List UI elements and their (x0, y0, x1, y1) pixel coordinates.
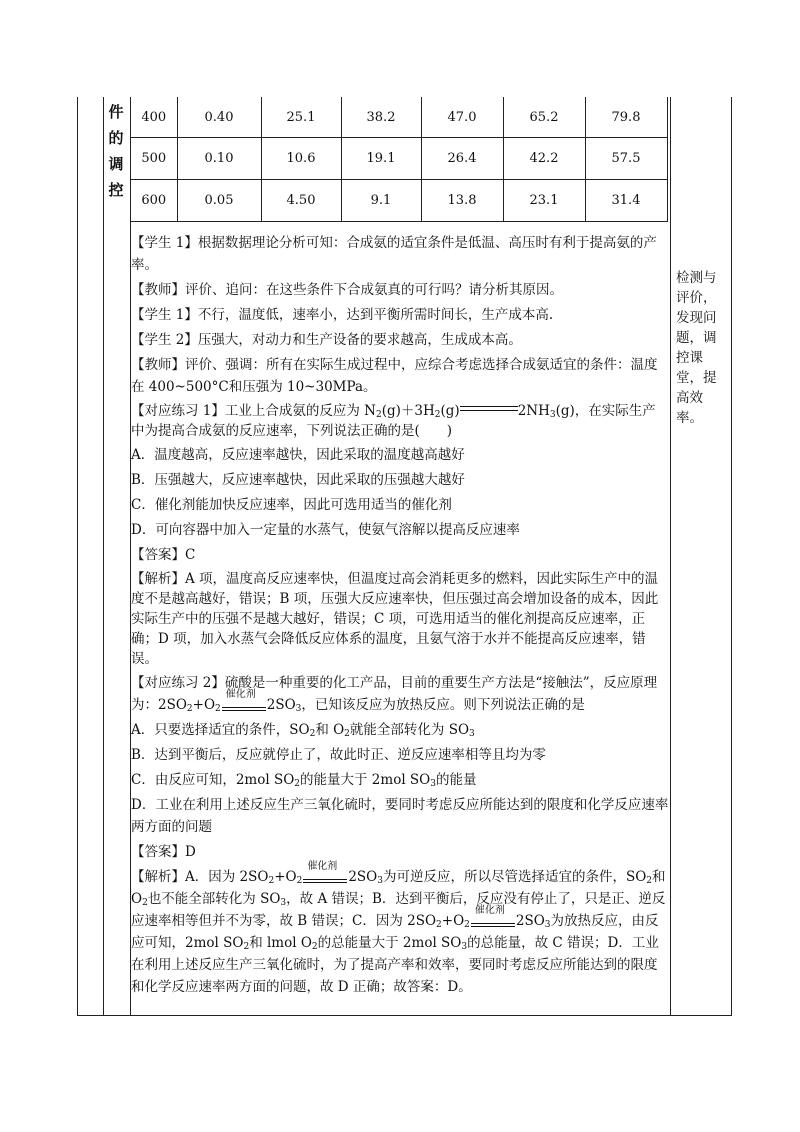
text-span: 的总能量，故 C 错误；D．工业在利用上述反应生产三氧化硫时，为了提高产率和效率，要同时考虑反应所能达到的限度和化学反应速率两方面的问题，故 D 正确；故答案：D。 (131, 935, 659, 995)
text-span: +O (274, 869, 297, 885)
exercise-2-option-a (131, 719, 669, 741)
frame-column-divider-3 (670, 97, 671, 1015)
text-span: 也不能全部转化为 SO (147, 891, 281, 907)
subscript: 2 (375, 410, 382, 420)
table-cell: 19.1 (341, 138, 421, 180)
student-1-reply: 【学生 1】不行，温度低，速率小，达到平衡所需时间长，生产成本高. (131, 307, 554, 323)
exercise-1-option-a: A．温度越高，反应速率越快，因此采取的温度越高越好 (131, 447, 465, 463)
student-1-answer: 【学生 1】根据数据理论分析可知：合成氨的适宜条件是低温、高压时有利于提高氨的产率。 (131, 235, 657, 273)
catalyst-label: 催化剂 (307, 861, 338, 872)
text-span: A．只要选择适宜的条件，SO (131, 722, 310, 738)
table-cell: 4.50 (261, 180, 341, 222)
student-2-reply: 【学生 2】压强大，对动力和生产设备的要求越高，生成成本高。 (131, 332, 522, 348)
subscript: 2 (215, 704, 221, 714)
exercise-1-answer: 【答案】C (131, 547, 196, 563)
exercise-2-option-d: D．工业在利用上述反应生产三氧化硫时，要同时考虑反应所能达到的限度和化学反应速率两方面的问题 (131, 797, 669, 835)
table-cell: 9.1 (341, 180, 421, 222)
text-span: ，故 A 错误；B．达到平衡后，反应没有停止了，只是正、逆反应速率相等但并不为零，故 B 错误；C．因为 2SO (131, 891, 666, 929)
teaching-intent-note: 检测与评价，发现问题，调控课堂，提高效率。 (676, 270, 717, 426)
table-cell: 25.1 (261, 97, 341, 138)
subscript: 2 (436, 920, 442, 930)
table-row (131, 97, 667, 138)
subscript: 2 (294, 779, 301, 789)
text-span: 2SO (515, 913, 545, 929)
subscript: 2 (243, 942, 250, 952)
catalyst-label: 催化剂 (474, 905, 505, 916)
subscript: 2 (142, 898, 148, 908)
text-span: 为可逆反应，所以尽管选择适宜的条件，SO (382, 869, 647, 885)
text-span: C．由反应可知，2mol SO (131, 772, 295, 788)
subscript: 2 (464, 920, 470, 930)
frame-left-border (77, 97, 78, 1015)
exercise-2-question (131, 672, 669, 716)
text-span: 的能量 (435, 772, 477, 788)
table-cell: 42.2 (503, 138, 585, 180)
text-span: 【对应练习 1】工业上合成氨的反应为 N (131, 403, 376, 419)
equilibrium-sign (460, 404, 518, 414)
exercise-1-analysis: 【解析】A 项，温度高反应速率快，但温度过高会消耗更多的燃料，因此实际生产中的温度不是越高越好，错误；B 项，压强大反应速率快，但压强过高会增加设备的成本，因此实际生产中的压强不是越大越好，错误；C 项，可选用适当的催化剂提高反应速率，正确；D 项，加入水蒸气会降低反应体系的温度，且氨气溶于水并不能提高反应速率，错误。 (131, 571, 659, 667)
table-cell: 400 (131, 97, 177, 138)
subscript: 2 (311, 942, 318, 952)
table-cell: 0.40 (177, 97, 261, 138)
catalyst-reversible-arrow (471, 905, 515, 929)
text-span: 为放热反应，由反应可知，2mol SO (131, 913, 659, 951)
frame-right-border (731, 97, 732, 1015)
text-span: 【对应练习 2】硫酸是一种重要的化工产品，目前的重要生产方法是“接触法”，反应原理为：2SO (131, 675, 658, 713)
teacher-summary: 【教师】评价、强调：所有在实际生成过程中，应综合考虑选择合成氨适宜的条件：温度在 400~500°C和压强为 10~30MPa。 (131, 357, 658, 395)
subscript: 3 (280, 898, 287, 908)
table-cell: 23.1 (503, 180, 585, 222)
text-span: 的能量大于 2mol SO (300, 772, 431, 788)
exercise-1-option-c: C．催化剂能加快反应速率，因此可选用适当的催化剂 (131, 497, 452, 513)
text-span: (g) (440, 403, 460, 419)
text-span: +O (192, 697, 216, 713)
subscript: 2 (186, 704, 193, 714)
table-cell: 38.2 (341, 97, 421, 138)
text-span: 和 lmol O (249, 935, 312, 951)
subscript: 2 (344, 729, 350, 739)
table-cell: 47.0 (421, 97, 503, 138)
table-cell: 13.8 (421, 180, 503, 222)
exercise-1-question (131, 401, 669, 441)
subscript: 2 (296, 876, 303, 886)
table-cell: 0.05 (177, 180, 261, 222)
exercise-2-option-b: B．达到平衡后，反应就停止了，故此时正、逆反应速率相等且均为零 (131, 747, 546, 763)
section-label-char: 件 (108, 103, 124, 121)
table-cell: 31.4 (585, 180, 667, 222)
text-span: 就能全部转化为 SO (349, 722, 470, 738)
subscript: 3 (461, 942, 468, 952)
table-cell: 65.2 (503, 97, 585, 138)
text-span: 2SO (348, 869, 378, 885)
catalyst-label: 催化剂 (225, 689, 256, 700)
exercise-2-analysis (131, 861, 669, 998)
subscript: 3 (549, 410, 556, 420)
exercise-2-answer: 【答案】D (131, 844, 196, 860)
subscript: 2 (309, 729, 316, 739)
lesson-content (131, 232, 669, 1001)
text-span: 2NH (517, 403, 550, 419)
text-span: 的总能量大于 2mol SO (317, 935, 462, 951)
table-cell: 10.6 (261, 138, 341, 180)
catalyst-reversible-arrow (303, 861, 347, 885)
table-cell: 26.4 (421, 138, 503, 180)
table-row (131, 180, 667, 222)
section-label-char: 的 (108, 129, 124, 147)
text-span: ，已知该反应为放热反应。则下列说法正确的是 (301, 697, 585, 713)
text-span: 2SO (266, 697, 296, 713)
table-cell: 57.5 (585, 138, 667, 180)
section-label-char: 控 (108, 181, 124, 199)
subscript: 3 (544, 920, 551, 930)
exercise-1-option-b: B．压强越大，反应速率越快，因此采取的压强越大越好 (131, 472, 465, 488)
table-cell: 0.10 (177, 138, 261, 180)
section-label-char: 调 (108, 155, 124, 173)
text-span: 和 O (131, 869, 666, 907)
table-cell: 79.8 (585, 97, 667, 138)
section-label (104, 99, 128, 203)
subscript: 3 (430, 779, 436, 789)
table-cell: 500 (131, 138, 177, 180)
table-row (131, 138, 667, 180)
text-span: 【解析】A．因为 2SO (131, 869, 269, 885)
text-span: (g)＋3H (381, 403, 435, 419)
text-span: 和 O (315, 722, 345, 738)
teacher-question: 【教师】评价、追问：在这些条件下合成氨真的可行吗？请分析其原因。 (131, 282, 563, 298)
data-table (131, 97, 668, 222)
table-cell: 600 (131, 180, 177, 222)
subscript: 2 (434, 410, 441, 420)
text-span: +O (441, 913, 465, 929)
exercise-1-option-d: D．可向容器中加入一定量的水蒸气，使氨气溶解以提高反应速率 (131, 522, 520, 538)
frame-column-divider-1 (103, 97, 104, 1015)
catalyst-reversible-arrow (222, 689, 266, 713)
subscript: 2 (646, 876, 653, 886)
subscript: 2 (268, 876, 275, 886)
subscript: 3 (295, 704, 302, 714)
frame-bottom-border (77, 1015, 732, 1016)
exercise-2-option-c (131, 769, 669, 791)
subscript: 3 (377, 876, 383, 886)
text-span: (g)，在实际生产中为提高合成氨的反应速率，下列说法正确的是( ) (131, 403, 656, 439)
subscript: 3 (469, 729, 475, 739)
